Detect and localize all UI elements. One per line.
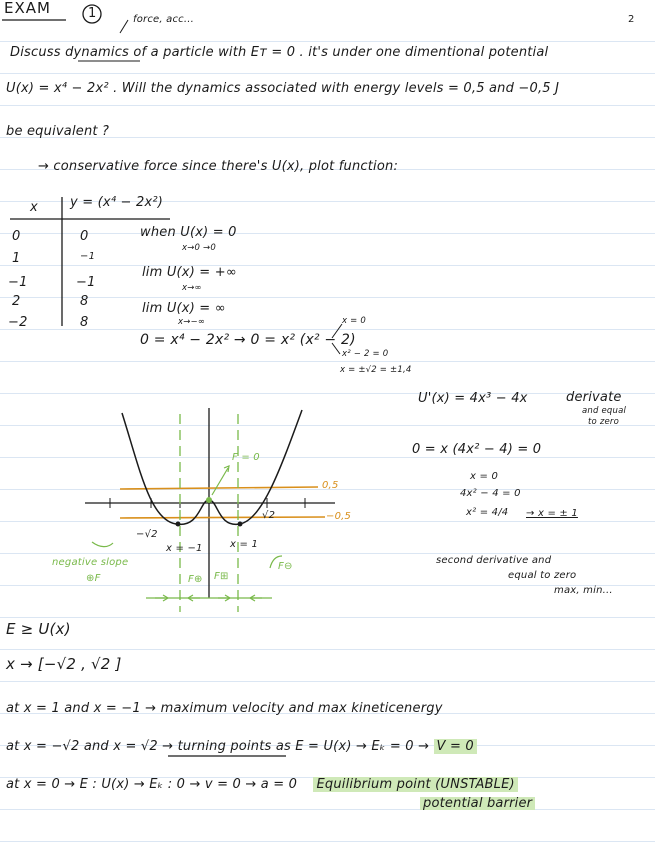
- energy-label-minus-0.5: −0,5: [326, 511, 352, 522]
- table-header-x: x: [30, 200, 38, 215]
- derivative-note-2: and equal: [582, 406, 627, 416]
- limit-2: lim U(x) = +∞: [142, 265, 237, 280]
- table-y-2: −1: [76, 275, 96, 290]
- label-minus-sqrt2: −√2: [136, 529, 158, 540]
- conclusion-4: at x = −√2 and x = √2 → turning points as E = U(x) → Eₖ = 0 → V = 0: [6, 740, 477, 753]
- limit-3: lim U(x) = ∞: [142, 301, 226, 316]
- conclusion-2: x → [−√2 , √2 ]: [6, 655, 122, 673]
- table-y-0: 0: [80, 229, 89, 244]
- table-y-3: 8: [80, 294, 89, 309]
- label-x-minus-1: x = −1: [166, 543, 203, 554]
- derivative-step-1: 0 = x (4x² − 4) = 0: [412, 442, 542, 457]
- table-x-0: 0: [12, 229, 21, 244]
- conservative-note: → conservative force since there's U(x), plot function:: [38, 159, 399, 174]
- force-left: F⊕: [188, 574, 203, 585]
- table-x-2: −1: [8, 275, 28, 290]
- table-x-1: 1: [12, 251, 21, 266]
- limit-2-sub: x→∞: [182, 283, 202, 293]
- table-header-y: y = (x⁴ − 2x²): [70, 195, 164, 210]
- second-derivative-1: second derivative and: [436, 555, 552, 566]
- limit-1-sub: x→0 →0: [182, 243, 216, 253]
- force-annotation: force, acc...: [133, 14, 195, 25]
- limit-3-sub: x→−∞: [178, 317, 206, 327]
- derivative-step-5: → x = ± 1: [526, 508, 578, 519]
- derivative-note-1: derivate: [566, 390, 622, 405]
- conclusion-3: at x = 1 and x = −1 → maximum velocity and max kineticenergy: [6, 701, 443, 716]
- question-number: 1: [88, 6, 97, 21]
- derivative-eq: U'(x) = 4x³ − 4x: [418, 391, 528, 406]
- roots-branch-3: x = ±√2 = ±1,4: [340, 365, 412, 375]
- table-y-4: 8: [80, 315, 89, 330]
- second-derivative-3: max, min...: [554, 585, 613, 596]
- energy-label-0.5: 0,5: [322, 480, 339, 491]
- derivative-step-2: x = 0: [470, 471, 499, 482]
- roots-branch-1: x = 0: [342, 316, 366, 326]
- derivative-step-4: x² = 4/4: [466, 507, 509, 518]
- label-x-1: x = 1: [230, 539, 259, 550]
- prompt-line1: Discuss dynamics of a particle with Eᴛ = 0 . it's under one dimentional potential: [10, 45, 549, 60]
- table-x-4: −2: [8, 315, 28, 330]
- label-force-zero: F = 0: [232, 452, 260, 463]
- negative-force-label: ⊕F: [86, 573, 101, 584]
- label-sqrt2: √2: [262, 510, 276, 521]
- conclusion-5: at x = 0 → E : U(x) → Eₖ : 0 → v = 0 → a = 0 Equilibrium point (UNSTABLE): [6, 778, 518, 791]
- page-number: 2: [628, 14, 635, 25]
- force-right: F⊖: [278, 561, 293, 572]
- negative-slope-label: negative slope: [52, 557, 129, 568]
- derivative-note-3: to zero: [588, 417, 620, 427]
- energy-level-0.5: [120, 487, 318, 489]
- table-x-3: 2: [12, 294, 21, 309]
- roots-branch-2: x² − 2 = 0: [342, 349, 389, 359]
- exam-title: EXAM: [4, 0, 51, 17]
- force-mid: F⊞: [214, 571, 229, 582]
- annotation-arrow: [120, 20, 128, 33]
- conclusion-5-barrier: potential barrier: [420, 797, 535, 810]
- derivative-step-3: 4x² − 4 = 0: [460, 488, 521, 499]
- roots-equation: 0 = x⁴ − 2x² → 0 = x² (x² − 2): [140, 332, 356, 348]
- potential-curve: [122, 410, 302, 524]
- table-y-1: −1: [80, 251, 96, 262]
- prompt-line3: be equivalent ?: [6, 124, 110, 139]
- limit-1: when U(x) = 0: [140, 225, 237, 240]
- second-derivative-2: equal to zero: [508, 570, 577, 581]
- conclusion-1: E ≥ U(x): [6, 620, 71, 638]
- prompt-line2: U(x) = x⁴ − 2x² . Will the dynamics associated with energy levels = 0,5 and −0,5 J: [6, 81, 560, 96]
